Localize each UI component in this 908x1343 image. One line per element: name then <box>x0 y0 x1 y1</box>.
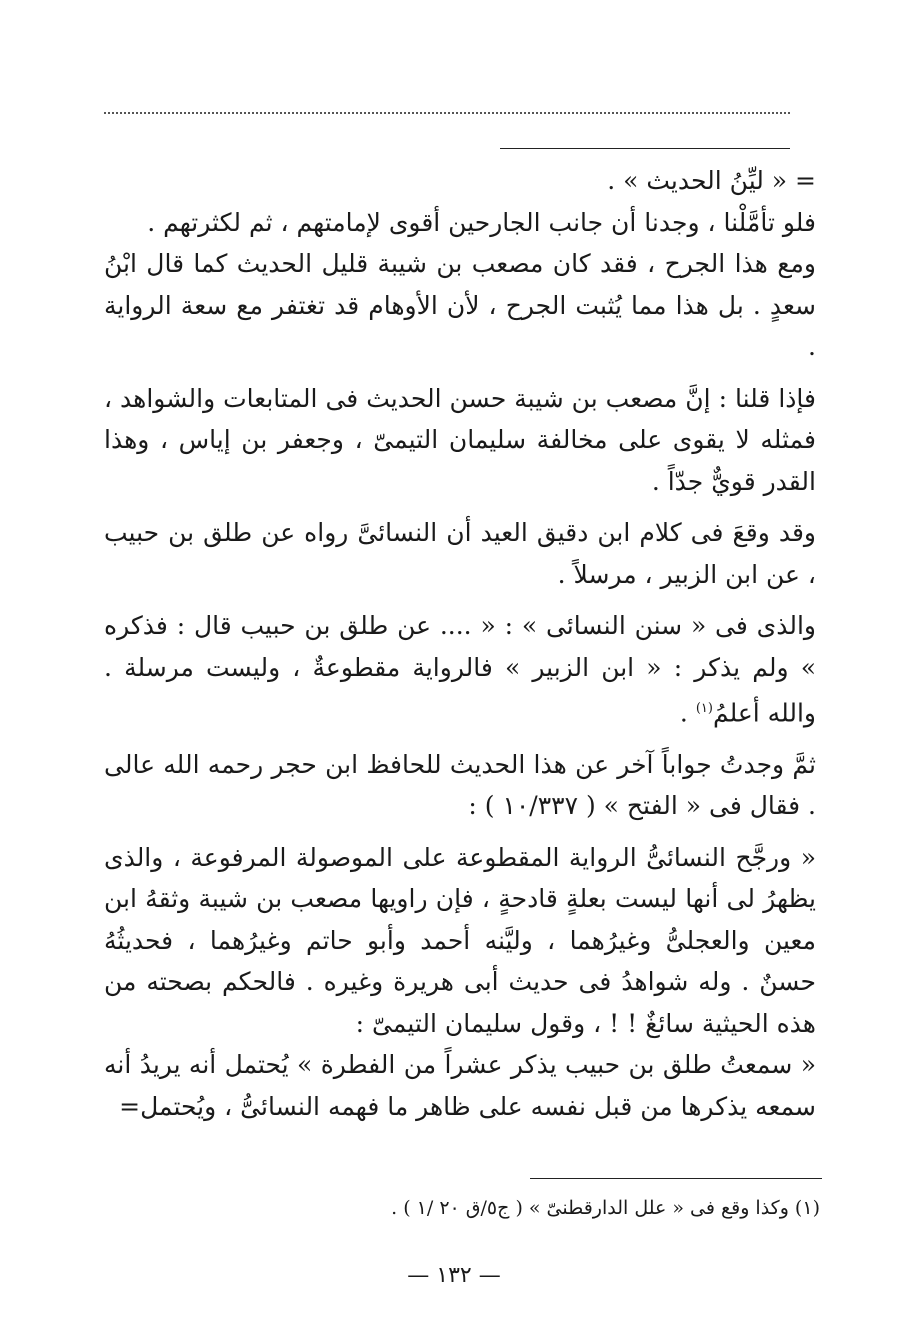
footnote-rule <box>530 1178 822 1179</box>
paragraph-7: ثمَّ وجدتُ جواباً آخر عن هذا الحديث للحافظ ابن حجر رحمه الله عالى . فقال فى « الفتح » ( ١٠/٣٣٧ ) : <box>104 749 816 821</box>
paragraph-2: فلو تأمَّلْنا ، وجدنا أن جانب الجارحين أقوى لإمامتهم ، ثم لكثرتهم . <box>147 207 816 237</box>
paragraph-4: فإذا قلنا : إنَّ مصعب بن شيبة حسن الحديث فى المتابعات والشواهد ، فمثله لا يقوى على مخالفة سليمان التيمىّ ، وجعفر بن إياس ، وهذا القدر قويٌّ جدّاً . <box>104 383 816 496</box>
paragraph-3: ومع هذا الجرح ، فقد كان مصعب بن شيبة قليل الحديث كما قال ابْنُ سعدٍ . بل هذا مما يُثبت الجرح ، لأن الأوهام قد تغتفر مع سعة الرواية . <box>104 249 816 361</box>
paragraph-6-text: والذى فى « سنن النسائى » : « .... عن طلق بن حبيب قال : فذكره » ولم يذكر : « ابن الزبير » فالرواية مقطوعةٌ ، وليست مرسلة . والله أعلمُ <box>104 611 816 728</box>
continuation-rule <box>500 148 790 149</box>
paragraph-9-quote: « سمعتُ طلق بن حبيب يذكر عشراً من الفطرة » يُحتمل أنه يريدُ أنه سمعه يذكرها من قبل نفسه على ظاهر ما فهمه النسائىُّ ، ويُحتمل= <box>104 1050 817 1121</box>
paragraph-continuation: = « ليِّنُ الحديث » . <box>607 166 816 195</box>
paragraph-8-quote: « ورجَّح النسائىُّ الرواية المقطوعة على الموصولة المرفوعة ، والذى يظهرُ لى أنها ليست بعلةٍ قادحةٍ ، فإن راويها مصعب بن شيبة وثقهُ ابن معين والعجلىُّ وغيرُهما ، وليَّنه أحمد وأبو حاتم وغيرُهما ، فحديثُهُ حسنٌ . وله شواهدُ فى حديث أبى هريرة وغيره . فالحكم بصحته من هذه الحيثية سائغٌ ! ! ، وقول سليمان التيمىّ : <box>104 842 816 1038</box>
header-dotted-rule <box>104 112 790 114</box>
footnote: (١) وكذا وقع فى « علل الدارقطنىّ » ( ج٥/ق ٢٠ /١ ) . <box>391 1197 820 1219</box>
paragraph-6 <box>104 605 816 734</box>
paragraph-6-tail: . <box>679 698 696 728</box>
main-text <box>104 160 816 1127</box>
page-number: — ١٣٢ — <box>407 1263 501 1288</box>
paragraph-5: وقد وقعَ فى كلام ابن دقيق العيد أن النسائىَّ رواه عن طلق بن حبيب ، عن ابن الزبير ، مرسلاً . <box>104 518 816 589</box>
footnote-reference: (١) <box>695 701 713 716</box>
